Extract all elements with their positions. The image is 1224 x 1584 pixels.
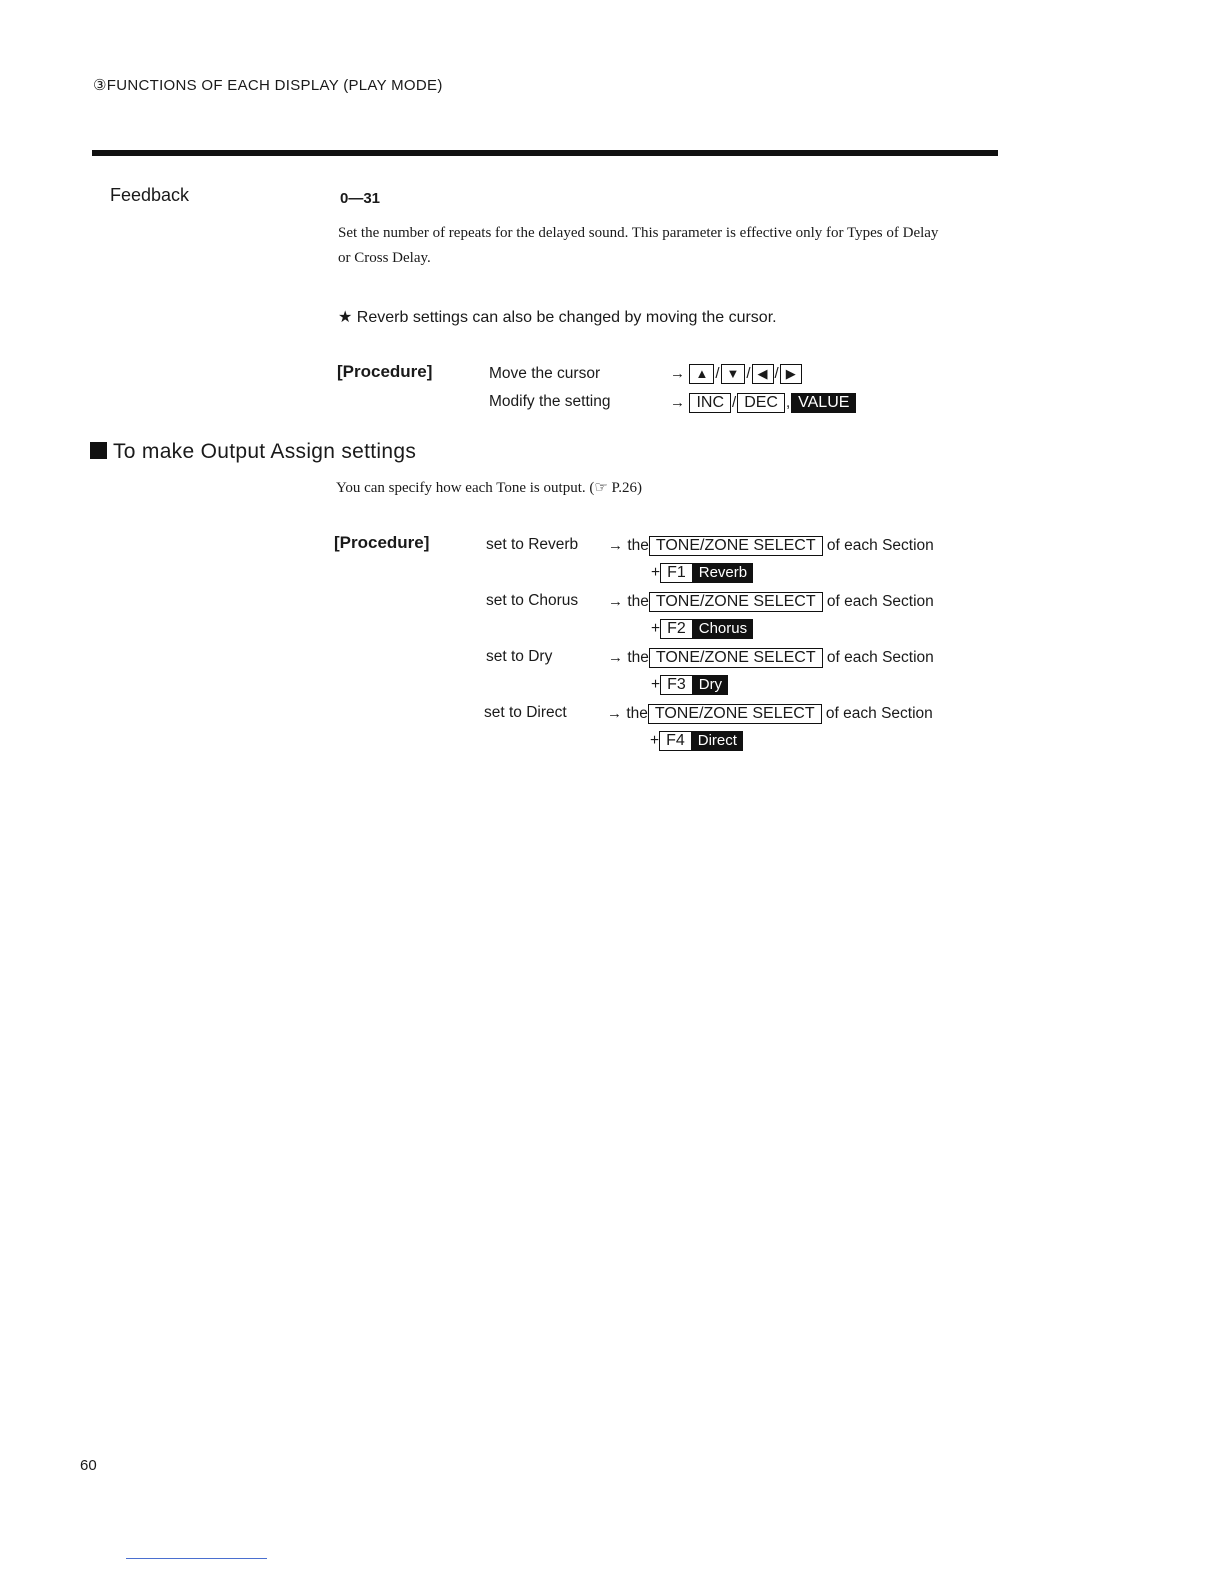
route-dry-label: set to Dry <box>486 648 553 665</box>
arrow-icon: → <box>607 705 622 723</box>
step-modify-setting: Modify the setting <box>489 393 611 410</box>
route-reverb-select <box>608 536 934 556</box>
route-reverb-label: set to Reverb <box>486 536 579 553</box>
tone-zone-select-key: TONE/ZONE SELECT <box>649 648 823 668</box>
step-move-cursor: Move the cursor <box>489 365 601 382</box>
the-word: the <box>627 649 649 667</box>
f2-key: F2 <box>660 619 693 639</box>
left-key-icon: ◀ <box>752 364 774 384</box>
arrow-icon: → <box>608 593 623 611</box>
f1-key: F1 <box>660 563 693 583</box>
inc-key: INC <box>689 393 731 413</box>
value-keys <box>670 393 856 413</box>
tone-zone-select-key: TONE/ZONE SELECT <box>648 704 822 724</box>
dec-key: DEC <box>737 393 785 413</box>
arrow-icon: → <box>670 365 685 383</box>
right-key-icon: ▶ <box>780 364 802 384</box>
parameter-name: Feedback <box>110 185 190 205</box>
header-rule <box>92 150 998 156</box>
route-direct-select <box>607 704 933 724</box>
parameter-description-line2: or Cross Delay. <box>338 250 431 266</box>
square-bullet-icon <box>90 442 107 459</box>
f4-key: F4 <box>659 731 692 751</box>
route-dry-select <box>608 648 934 668</box>
reverb-display: Reverb <box>693 563 753 583</box>
section-title-text: To make Output Assign settings <box>113 440 417 463</box>
separator: / <box>732 394 737 412</box>
up-key-icon: ▲ <box>689 364 714 384</box>
parameter-range: 0—31 <box>340 190 381 207</box>
plus-sign: + <box>651 620 661 638</box>
plus-sign: + <box>651 676 661 694</box>
arrow-icon: → <box>670 394 685 412</box>
chorus-display: Chorus <box>693 619 753 639</box>
procedure-label: [Procedure] <box>334 533 430 552</box>
route-chorus-fkey <box>651 619 753 639</box>
procedure-label: [Procedure] <box>337 362 433 381</box>
route-reverb-fkey <box>651 563 753 583</box>
parameter-description-line1: Set the number of repeats for the delayed sound. This parameter is effective only for Types of Delay <box>338 225 939 241</box>
section-title <box>90 440 416 464</box>
route-chorus-label: set to Chorus <box>486 592 579 609</box>
section-suffix: of each Section <box>826 537 934 555</box>
arrow-icon: → <box>608 537 623 555</box>
value-dial: VALUE <box>791 393 856 413</box>
plus-sign: + <box>650 732 660 750</box>
route-direct-fkey <box>650 731 743 751</box>
direct-display: Direct <box>692 731 743 751</box>
separator: / <box>715 365 720 383</box>
section-suffix: of each Section <box>826 593 934 611</box>
section-suffix: of each Section <box>826 649 934 667</box>
tone-zone-select-key: TONE/ZONE SELECT <box>649 592 823 612</box>
cursor-keys <box>670 364 802 384</box>
route-dry-fkey <box>651 675 728 695</box>
separator: / <box>774 365 779 383</box>
dry-display: Dry <box>693 675 728 695</box>
page-number: 60 <box>80 1457 97 1474</box>
tone-zone-select-key: TONE/ZONE SELECT <box>649 536 823 556</box>
page-header: ③FUNCTIONS OF EACH DISPLAY (PLAY MODE) <box>93 77 443 94</box>
route-direct-label: set to Direct <box>484 704 567 721</box>
footer-line <box>126 1558 267 1559</box>
plus-sign: + <box>651 564 661 582</box>
down-key-icon: ▼ <box>721 364 746 384</box>
route-chorus-select <box>608 592 934 612</box>
section-suffix: of each Section <box>825 705 933 723</box>
output-assign-note: You can specify how each Tone is output. (☞ P.26) <box>336 480 642 496</box>
f3-key: F3 <box>660 675 693 695</box>
the-word: the <box>626 705 648 723</box>
separator: / <box>746 365 751 383</box>
the-word: the <box>627 593 649 611</box>
reverb-note: ★ Reverb settings can also be changed by moving the cursor. <box>338 309 777 326</box>
the-word: the <box>627 537 649 555</box>
separator: , <box>785 394 791 412</box>
arrow-icon: → <box>608 649 623 667</box>
